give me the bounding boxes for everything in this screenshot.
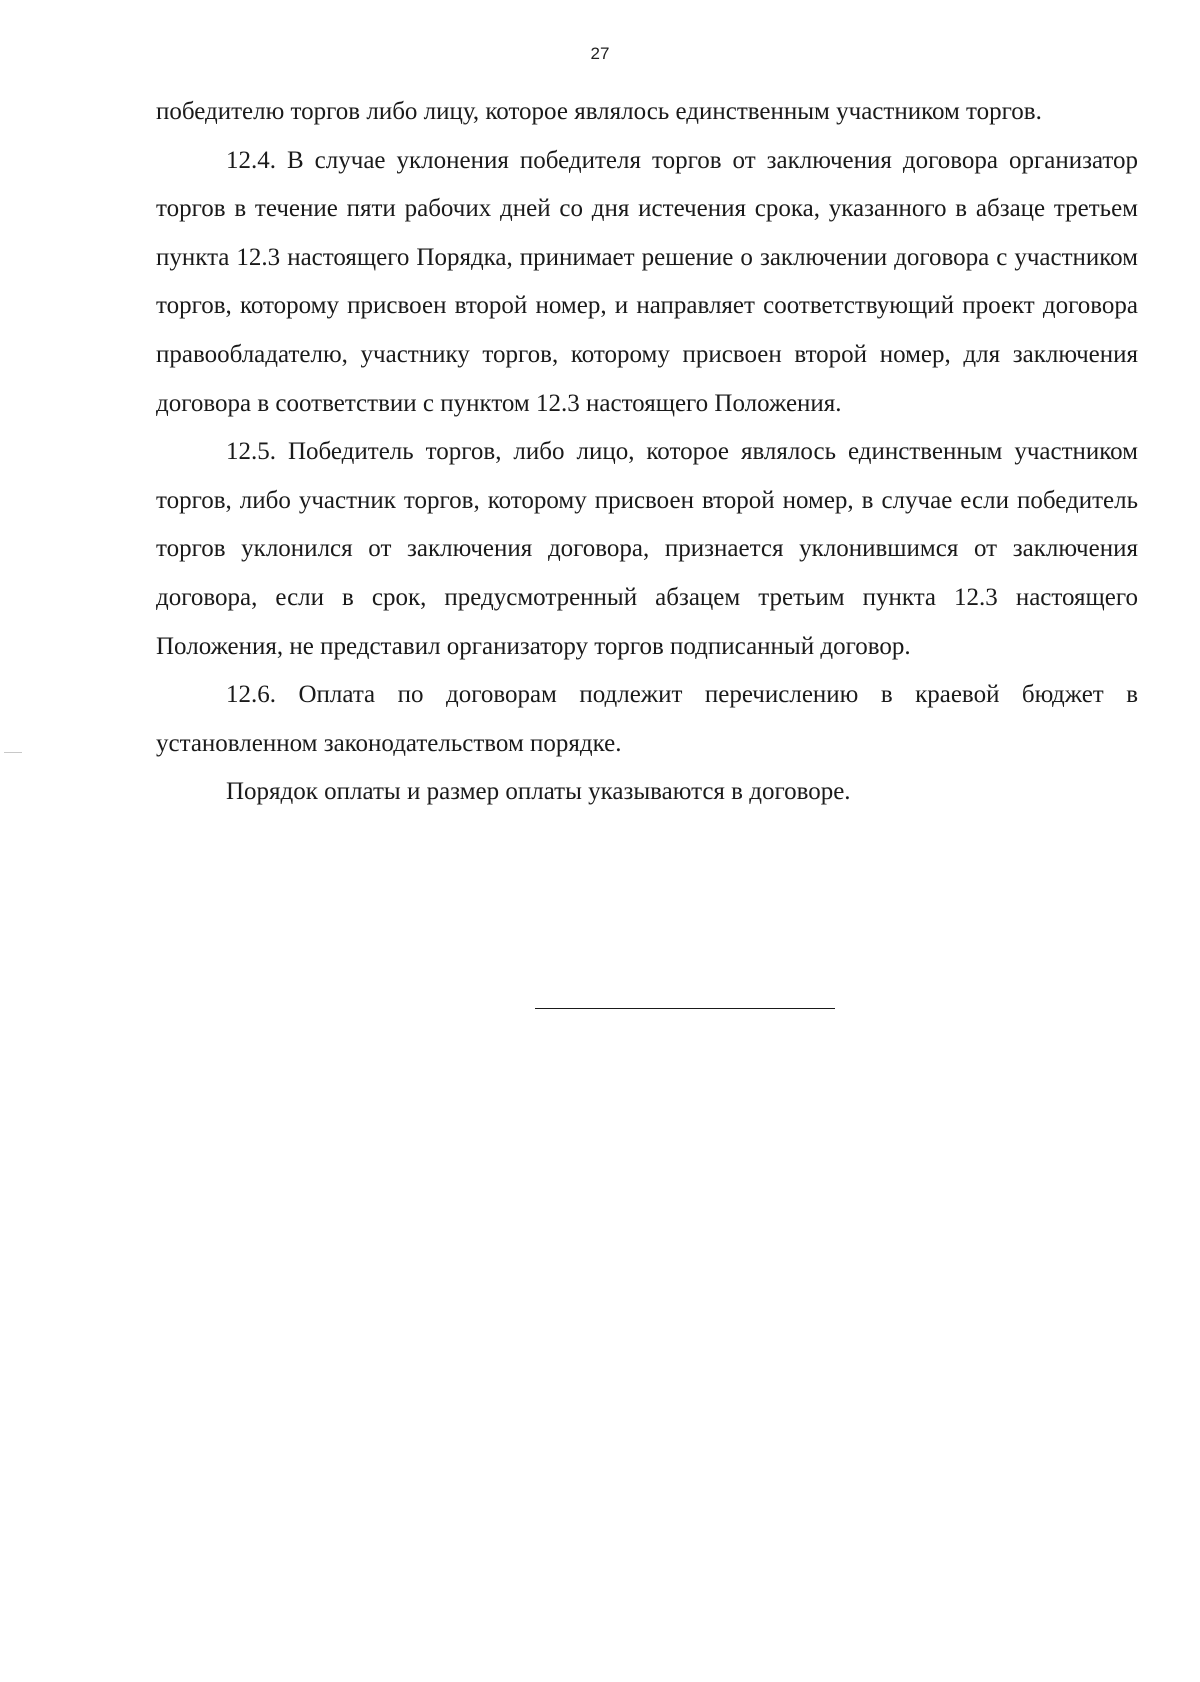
paragraph-continuation: победителю торгов либо лицу, которое являлось единственным участником торгов. bbox=[156, 98, 1042, 125]
paragraph-payment-order: Порядок оплаты и размер оплаты указываются в договоре. bbox=[226, 778, 851, 806]
page-number: 27 bbox=[590, 44, 610, 63]
paragraph-clause-12-6: 12.6. Оплата по договорам подлежит перечислению в краевой бюджет в установленном законодательством порядке. bbox=[156, 681, 1138, 757]
scan-margin-mark bbox=[4, 752, 22, 753]
paragraph-clause-12-5: 12.5. Победитель торгов, либо лицо, которое являлось единственным участником торгов, либо участник торгов, которому присвоен второй номер, в случае если победитель торгов уклонился от заключения договора, признается уклонившимся от заключения договора, если в срок, предусмотренный абзацем третьим пункта 12.3 настоящего Положения, не представил организатору торгов подписанный договор. bbox=[156, 438, 1138, 660]
paragraph-clause-12-4: 12.4. В случае уклонения победителя торгов от заключения договора организатор торгов в течение пяти рабочих дней со дня истечения срока, указанного в абзаце третьем пункта 12.3 настоящего Порядка, принимает решение о заключении договора с участником торгов, которому присвоен второй номер, и направляет соответствующий проект договора правообладателю, участнику торгов, которому присвоен второй номер, для заключения договора в соответствии с пунктом 12.3 настоящего Положения. bbox=[156, 146, 1138, 417]
document-body bbox=[156, 88, 1138, 817]
closing-divider-line bbox=[535, 1008, 835, 1009]
